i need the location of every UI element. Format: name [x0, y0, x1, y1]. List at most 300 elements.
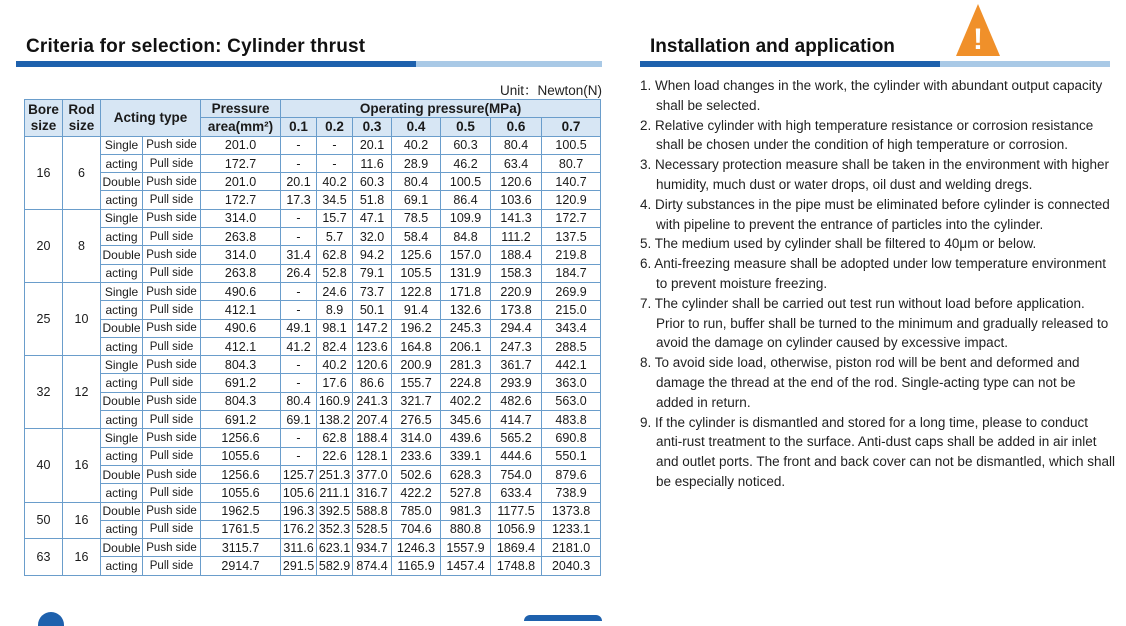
table-row: [25, 301, 601, 319]
note-item: 1. When load changes in the work, the cylinder with abundant output capacity shall be selected.: [640, 78, 1103, 113]
thrust-value-cell: 60.3: [441, 136, 491, 154]
thrust-value-cell: 288.5: [542, 337, 601, 355]
thrust-value-cell: 17.3: [281, 191, 317, 209]
table-row: [25, 484, 601, 502]
acting-side-cell: Pull side: [143, 337, 201, 355]
thrust-value-cell: 80.4: [281, 392, 317, 410]
thrust-value-cell: 122.8: [392, 282, 441, 300]
thrust-value-cell: 172.7: [542, 209, 601, 227]
bore-size-header: Bore size: [25, 100, 63, 137]
thrust-value-cell: 91.4: [392, 301, 441, 319]
acting-kind-cell: acting: [101, 520, 143, 538]
acting-kind-cell: Double: [101, 173, 143, 191]
thrust-value-cell: 233.6: [392, 447, 441, 465]
rod-size-cell: 16: [63, 429, 101, 502]
thrust-value-cell: 24.6: [317, 282, 353, 300]
thrust-value-cell: 11.6: [353, 154, 392, 172]
table-row: [25, 429, 601, 447]
acting-side-cell: Push side: [143, 356, 201, 374]
thrust-value-cell: 211.1: [317, 484, 353, 502]
acting-side-cell: Push side: [143, 173, 201, 191]
thrust-value-cell: 623.1: [317, 539, 353, 557]
thrust-value-cell: 103.6: [491, 191, 542, 209]
pressure-col-header: 0.4: [392, 118, 441, 136]
pressure-area-cell: 1256.6: [201, 465, 281, 483]
thrust-value-cell: 158.3: [491, 264, 542, 282]
thrust-value-cell: 82.4: [317, 337, 353, 355]
thrust-value-cell: -: [281, 356, 317, 374]
table-row: [25, 136, 601, 154]
thrust-value-cell: 147.2: [353, 319, 392, 337]
acting-side-cell: Push side: [143, 392, 201, 410]
table-row: [25, 520, 601, 538]
thrust-value-cell: 200.9: [392, 356, 441, 374]
table-row: [25, 209, 601, 227]
thrust-value-cell: 63.4: [491, 154, 542, 172]
thrust-value-cell: 1748.8: [491, 557, 542, 575]
thrust-value-cell: 128.1: [353, 447, 392, 465]
pressure-area-cell: 691.2: [201, 374, 281, 392]
thrust-value-cell: 247.3: [491, 337, 542, 355]
thrust-value-cell: 188.4: [353, 429, 392, 447]
thrust-value-cell: 80.7: [542, 154, 601, 172]
note-item: 8. To avoid side load, otherwise, piston rod will be bent and deformed and damage the thread at the end of the rod. Single-acting type can not be added in return.: [640, 355, 1080, 410]
bore-size-cell: 50: [25, 502, 63, 539]
acting-kind-cell: acting: [101, 374, 143, 392]
thrust-value-cell: 28.9: [392, 154, 441, 172]
thrust-value-cell: 738.9: [542, 484, 601, 502]
thrust-value-cell: 40.2: [317, 356, 353, 374]
table-row: [25, 392, 601, 410]
thrust-value-cell: 26.4: [281, 264, 317, 282]
rod-size-cell: 16: [63, 502, 101, 539]
acting-side-cell: Push side: [143, 429, 201, 447]
thrust-value-cell: 2040.3: [542, 557, 601, 575]
thrust-value-cell: 125.6: [392, 246, 441, 264]
thrust-value-cell: 125.7: [281, 465, 317, 483]
thrust-value-cell: 981.3: [441, 502, 491, 520]
thrust-value-cell: 245.3: [441, 319, 491, 337]
note-item: 9. If the cylinder is dismantled and stored for a long time, please to conduct anti-rust treatment to the surface. Anti-dust caps shall be added in air inlet and outlet ports. The front and back cover can not be dismantled, which shall be especially noticed.: [640, 414, 1116, 489]
thrust-value-cell: 377.0: [353, 465, 392, 483]
thrust-value-cell: 47.1: [353, 209, 392, 227]
thrust-value-cell: 120.6: [353, 356, 392, 374]
thrust-value-cell: 934.7: [353, 539, 392, 557]
thrust-value-cell: 251.3: [317, 465, 353, 483]
pressure-col-header: 0.5: [441, 118, 491, 136]
thrust-value-cell: 86.6: [353, 374, 392, 392]
bore-size-cell: 63: [25, 539, 63, 576]
table-row: [25, 282, 601, 300]
bore-size-cell: 25: [25, 282, 63, 355]
thrust-value-cell: 439.6: [441, 429, 491, 447]
thrust-value-cell: 131.9: [441, 264, 491, 282]
thrust-value-cell: 49.1: [281, 319, 317, 337]
thrust-value-cell: 633.4: [491, 484, 542, 502]
thrust-value-cell: 215.0: [542, 301, 601, 319]
acting-kind-cell: acting: [101, 301, 143, 319]
pressure-area-cell: 172.7: [201, 154, 281, 172]
acting-kind-cell: acting: [101, 447, 143, 465]
acting-kind-cell: Double: [101, 246, 143, 264]
thrust-value-cell: 84.8: [441, 228, 491, 246]
thrust-value-cell: 100.5: [542, 136, 601, 154]
pressure-area-header: Pressure: [201, 100, 281, 118]
thrust-value-cell: 269.9: [542, 282, 601, 300]
thrust-value-cell: 224.8: [441, 374, 491, 392]
acting-side-cell: Push side: [143, 246, 201, 264]
acting-kind-cell: acting: [101, 484, 143, 502]
thrust-value-cell: 1177.5: [491, 502, 542, 520]
acting-kind-cell: acting: [101, 228, 143, 246]
thrust-value-cell: -: [281, 447, 317, 465]
thrust-value-cell: 41.2: [281, 337, 317, 355]
thrust-value-cell: 100.5: [441, 173, 491, 191]
thrust-value-cell: 2181.0: [542, 539, 601, 557]
acting-side-cell: Pull side: [143, 154, 201, 172]
acting-type-header: Acting type: [101, 100, 201, 137]
thrust-value-cell: 1373.8: [542, 502, 601, 520]
pressure-area-cell: 314.0: [201, 246, 281, 264]
acting-kind-cell: Single: [101, 356, 143, 374]
thrust-value-cell: 293.9: [491, 374, 542, 392]
thrust-value-cell: -: [281, 209, 317, 227]
thrust-value-cell: 51.8: [353, 191, 392, 209]
table-row: [25, 557, 601, 575]
acting-kind-cell: Double: [101, 502, 143, 520]
thrust-value-cell: 157.0: [441, 246, 491, 264]
pressure-area-cell: 263.8: [201, 228, 281, 246]
pressure-area-cell: 490.6: [201, 319, 281, 337]
table-row: [25, 191, 601, 209]
thrust-value-cell: 502.6: [392, 465, 441, 483]
thrust-value-cell: -: [281, 154, 317, 172]
thrust-value-cell: 132.6: [441, 301, 491, 319]
thrust-value-cell: 69.1: [392, 191, 441, 209]
acting-side-cell: Push side: [143, 465, 201, 483]
thrust-value-cell: 343.4: [542, 319, 601, 337]
acting-side-cell: Pull side: [143, 374, 201, 392]
thrust-value-cell: 173.8: [491, 301, 542, 319]
pressure-area-cell: 412.1: [201, 301, 281, 319]
table-row: [25, 374, 601, 392]
cylinder-thrust-title: Criteria for selection: Cylinder thrust: [26, 36, 366, 57]
acting-kind-cell: Single: [101, 136, 143, 154]
thrust-value-cell: 86.4: [441, 191, 491, 209]
right-title-rule: [640, 61, 1110, 67]
area-unit-header: area(mm²): [201, 118, 281, 136]
note-item: 4. Dirty substances in the pipe must be eliminated before cylinder is connected with pipeline to prevent the entrance of particles into the cylinder.: [640, 196, 1110, 232]
thrust-value-cell: 1557.9: [441, 539, 491, 557]
bore-size-cell: 32: [25, 356, 63, 429]
thrust-value-cell: 442.1: [542, 356, 601, 374]
acting-kind-cell: acting: [101, 557, 143, 575]
rod-size-cell: 6: [63, 136, 101, 209]
thrust-value-cell: 880.8: [441, 520, 491, 538]
cylinder-thrust-table: [24, 99, 601, 576]
thrust-value-cell: 20.1: [281, 173, 317, 191]
thrust-value-cell: 196.2: [392, 319, 441, 337]
thrust-value-cell: 402.2: [441, 392, 491, 410]
thrust-value-cell: -: [281, 136, 317, 154]
acting-side-cell: Push side: [143, 282, 201, 300]
thrust-value-cell: 422.2: [392, 484, 441, 502]
thrust-value-cell: 120.6: [491, 173, 542, 191]
pressure-area-cell: 1962.5: [201, 502, 281, 520]
table-row: [25, 539, 601, 557]
pressure-area-cell: 201.0: [201, 173, 281, 191]
thrust-value-cell: 220.9: [491, 282, 542, 300]
acting-side-cell: Pull side: [143, 520, 201, 538]
table-row: [25, 465, 601, 483]
table-row: [25, 502, 601, 520]
pressure-area-cell: 314.0: [201, 209, 281, 227]
thrust-value-cell: 62.8: [317, 429, 353, 447]
thrust-value-cell: 294.4: [491, 319, 542, 337]
acting-side-cell: Push side: [143, 209, 201, 227]
thrust-value-cell: 363.0: [542, 374, 601, 392]
thrust-value-cell: 155.7: [392, 374, 441, 392]
left-title-rule: [16, 61, 602, 67]
acting-kind-cell: Double: [101, 465, 143, 483]
thrust-value-cell: 352.3: [317, 520, 353, 538]
installation-notes: [640, 76, 1116, 492]
acting-side-cell: Pull side: [143, 191, 201, 209]
pressure-area-cell: 2914.7: [201, 557, 281, 575]
thrust-value-cell: 565.2: [491, 429, 542, 447]
acting-side-cell: Push side: [143, 502, 201, 520]
thrust-value-cell: 50.1: [353, 301, 392, 319]
pressure-col-header: 0.3: [353, 118, 392, 136]
thrust-value-cell: 1233.1: [542, 520, 601, 538]
pressure-area-cell: 1256.6: [201, 429, 281, 447]
thrust-value-cell: -: [317, 154, 353, 172]
thrust-value-cell: 141.3: [491, 209, 542, 227]
pressure-area-cell: 412.1: [201, 337, 281, 355]
thrust-value-cell: 874.4: [353, 557, 392, 575]
thrust-value-cell: 1056.9: [491, 520, 542, 538]
acting-side-cell: Pull side: [143, 484, 201, 502]
thrust-value-cell: 176.2: [281, 520, 317, 538]
thrust-value-cell: 582.9: [317, 557, 353, 575]
acting-side-cell: Pull side: [143, 557, 201, 575]
thrust-value-cell: -: [281, 429, 317, 447]
bore-size-cell: 20: [25, 209, 63, 282]
thrust-value-cell: 444.6: [491, 447, 542, 465]
pressure-area-cell: 490.6: [201, 282, 281, 300]
acting-side-cell: Pull side: [143, 447, 201, 465]
thrust-value-cell: 98.1: [317, 319, 353, 337]
acting-kind-cell: acting: [101, 411, 143, 429]
pressure-col-header: 0.6: [491, 118, 542, 136]
pressure-area-cell: 1055.6: [201, 484, 281, 502]
thrust-value-cell: 207.4: [353, 411, 392, 429]
acting-side-cell: Pull side: [143, 301, 201, 319]
thrust-value-cell: -: [281, 282, 317, 300]
note-item: 5. The medium used by cylinder shall be filtered to 40μm or below.: [640, 236, 1037, 252]
thrust-value-cell: 314.0: [392, 429, 441, 447]
thrust-value-cell: 160.9: [317, 392, 353, 410]
thrust-value-cell: 1246.3: [392, 539, 441, 557]
acting-kind-cell: Single: [101, 282, 143, 300]
rod-size-cell: 10: [63, 282, 101, 355]
pressure-area-cell: 1055.6: [201, 447, 281, 465]
acting-side-cell: Pull side: [143, 264, 201, 282]
thrust-value-cell: 111.2: [491, 228, 542, 246]
thrust-value-cell: 879.6: [542, 465, 601, 483]
thrust-value-cell: 20.1: [353, 136, 392, 154]
thrust-value-cell: 316.7: [353, 484, 392, 502]
thrust-value-cell: 311.6: [281, 539, 317, 557]
thrust-value-cell: 164.8: [392, 337, 441, 355]
thrust-value-cell: 79.1: [353, 264, 392, 282]
thrust-value-cell: 109.9: [441, 209, 491, 227]
thrust-value-cell: 58.4: [392, 228, 441, 246]
thrust-value-cell: 1165.9: [392, 557, 441, 575]
pressure-col-header: 0.2: [317, 118, 353, 136]
thrust-value-cell: 188.4: [491, 246, 542, 264]
thrust-value-cell: -: [281, 374, 317, 392]
bore-size-cell: 40: [25, 429, 63, 502]
thrust-value-cell: 137.5: [542, 228, 601, 246]
rod-size-cell: 16: [63, 539, 101, 576]
pressure-area-cell: 804.3: [201, 356, 281, 374]
thrust-value-cell: 628.3: [441, 465, 491, 483]
thrust-value-cell: 123.6: [353, 337, 392, 355]
table-row: [25, 173, 601, 191]
thrust-value-cell: 94.2: [353, 246, 392, 264]
rod-size-header: Rod size: [63, 100, 101, 137]
thrust-value-cell: 105.6: [281, 484, 317, 502]
thrust-value-cell: 785.0: [392, 502, 441, 520]
pressure-area-cell: 804.3: [201, 392, 281, 410]
pressure-area-cell: 201.0: [201, 136, 281, 154]
table-row: [25, 356, 601, 374]
pressure-area-cell: 172.7: [201, 191, 281, 209]
thrust-value-cell: 17.6: [317, 374, 353, 392]
thrust-value-cell: 80.4: [491, 136, 542, 154]
note-item: 6. Anti-freezing measure shall be adopted under low temperature environment to prevent moisture freezing.: [640, 256, 1107, 291]
thrust-value-cell: 690.8: [542, 429, 601, 447]
table-row: [25, 228, 601, 246]
thrust-value-cell: 206.1: [441, 337, 491, 355]
bottom-decoration-tab: [524, 615, 602, 621]
acting-kind-cell: acting: [101, 191, 143, 209]
acting-kind-cell: Double: [101, 392, 143, 410]
pressure-col-header: 0.1: [281, 118, 317, 136]
rod-size-cell: 12: [63, 356, 101, 429]
thrust-value-cell: 483.8: [542, 411, 601, 429]
acting-kind-cell: acting: [101, 264, 143, 282]
thrust-value-cell: 78.5: [392, 209, 441, 227]
thrust-value-cell: 32.0: [353, 228, 392, 246]
unit-label: Unit：Newton(N): [499, 83, 602, 98]
table-row: [25, 411, 601, 429]
thrust-value-cell: 1457.4: [441, 557, 491, 575]
thrust-value-cell: 140.7: [542, 173, 601, 191]
thrust-value-cell: 196.3: [281, 502, 317, 520]
thrust-value-cell: 339.1: [441, 447, 491, 465]
pressure-area-cell: 691.2: [201, 411, 281, 429]
thrust-value-cell: 754.0: [491, 465, 542, 483]
thrust-value-cell: 276.5: [392, 411, 441, 429]
acting-side-cell: Push side: [143, 136, 201, 154]
thrust-value-cell: 69.1: [281, 411, 317, 429]
thrust-value-cell: -: [281, 228, 317, 246]
operating-pressure-header: Operating pressure(MPa): [281, 100, 601, 118]
svg-text:!: !: [973, 23, 983, 56]
thrust-value-cell: 52.8: [317, 264, 353, 282]
thrust-value-cell: 528.5: [353, 520, 392, 538]
thrust-value-cell: 704.6: [392, 520, 441, 538]
acting-kind-cell: Single: [101, 209, 143, 227]
acting-side-cell: Pull side: [143, 228, 201, 246]
pressure-area-cell: 263.8: [201, 264, 281, 282]
thrust-value-cell: 8.9: [317, 301, 353, 319]
thrust-value-cell: 550.1: [542, 447, 601, 465]
bore-size-cell: 16: [25, 136, 63, 209]
pressure-col-header: 0.7: [542, 118, 601, 136]
thrust-value-cell: 241.3: [353, 392, 392, 410]
pressure-area-cell: 1761.5: [201, 520, 281, 538]
thrust-value-cell: 40.2: [392, 136, 441, 154]
thrust-value-cell: 392.5: [317, 502, 353, 520]
thrust-value-cell: -: [317, 136, 353, 154]
note-item: 3. Necessary protection measure shall be taken in the environment with higher humidity, much dust or water drops, oil dust and welding dregs.: [640, 157, 1109, 192]
note-item: 7. The cylinder shall be carried out test run without load before application. Prior to run, buffer shall be turned to the minimum and gradually released to avoid the damage on cylinder caused by excessive impact.: [640, 295, 1109, 351]
thrust-value-cell: 31.4: [281, 246, 317, 264]
table-row: [25, 154, 601, 172]
thrust-value-cell: 291.5: [281, 557, 317, 575]
acting-kind-cell: Double: [101, 539, 143, 557]
acting-kind-cell: Single: [101, 429, 143, 447]
pressure-area-cell: 3115.7: [201, 539, 281, 557]
thrust-value-cell: 62.8: [317, 246, 353, 264]
thrust-value-cell: 171.8: [441, 282, 491, 300]
thrust-value-cell: 40.2: [317, 173, 353, 191]
thrust-value-cell: 15.7: [317, 209, 353, 227]
acting-side-cell: Push side: [143, 319, 201, 337]
acting-side-cell: Push side: [143, 539, 201, 557]
note-item: 2. Relative cylinder with high temperature resistance or corrosion resistance shall be chosen under the condition of high temperature or corrosion.: [640, 117, 1094, 153]
thrust-value-cell: 138.2: [317, 411, 353, 429]
table-row: [25, 447, 601, 465]
thrust-value-cell: 588.8: [353, 502, 392, 520]
rod-size-cell: 8: [63, 209, 101, 282]
bottom-decoration-left: [38, 612, 64, 626]
thrust-value-cell: 73.7: [353, 282, 392, 300]
thrust-value-cell: 105.5: [392, 264, 441, 282]
thrust-value-cell: 120.9: [542, 191, 601, 209]
thrust-value-cell: 219.8: [542, 246, 601, 264]
table-row: [25, 319, 601, 337]
acting-kind-cell: acting: [101, 154, 143, 172]
thrust-value-cell: 80.4: [392, 173, 441, 191]
thrust-value-cell: -: [281, 301, 317, 319]
thrust-value-cell: 184.7: [542, 264, 601, 282]
thrust-value-cell: 527.8: [441, 484, 491, 502]
acting-kind-cell: Double: [101, 319, 143, 337]
thrust-value-cell: 345.6: [441, 411, 491, 429]
thrust-value-cell: 22.6: [317, 447, 353, 465]
thrust-value-cell: 1869.4: [491, 539, 542, 557]
thrust-value-cell: 281.3: [441, 356, 491, 374]
table-row: [25, 246, 601, 264]
thrust-value-cell: 563.0: [542, 392, 601, 410]
warning-icon: [954, 2, 1002, 58]
acting-side-cell: Pull side: [143, 411, 201, 429]
thrust-value-cell: 361.7: [491, 356, 542, 374]
